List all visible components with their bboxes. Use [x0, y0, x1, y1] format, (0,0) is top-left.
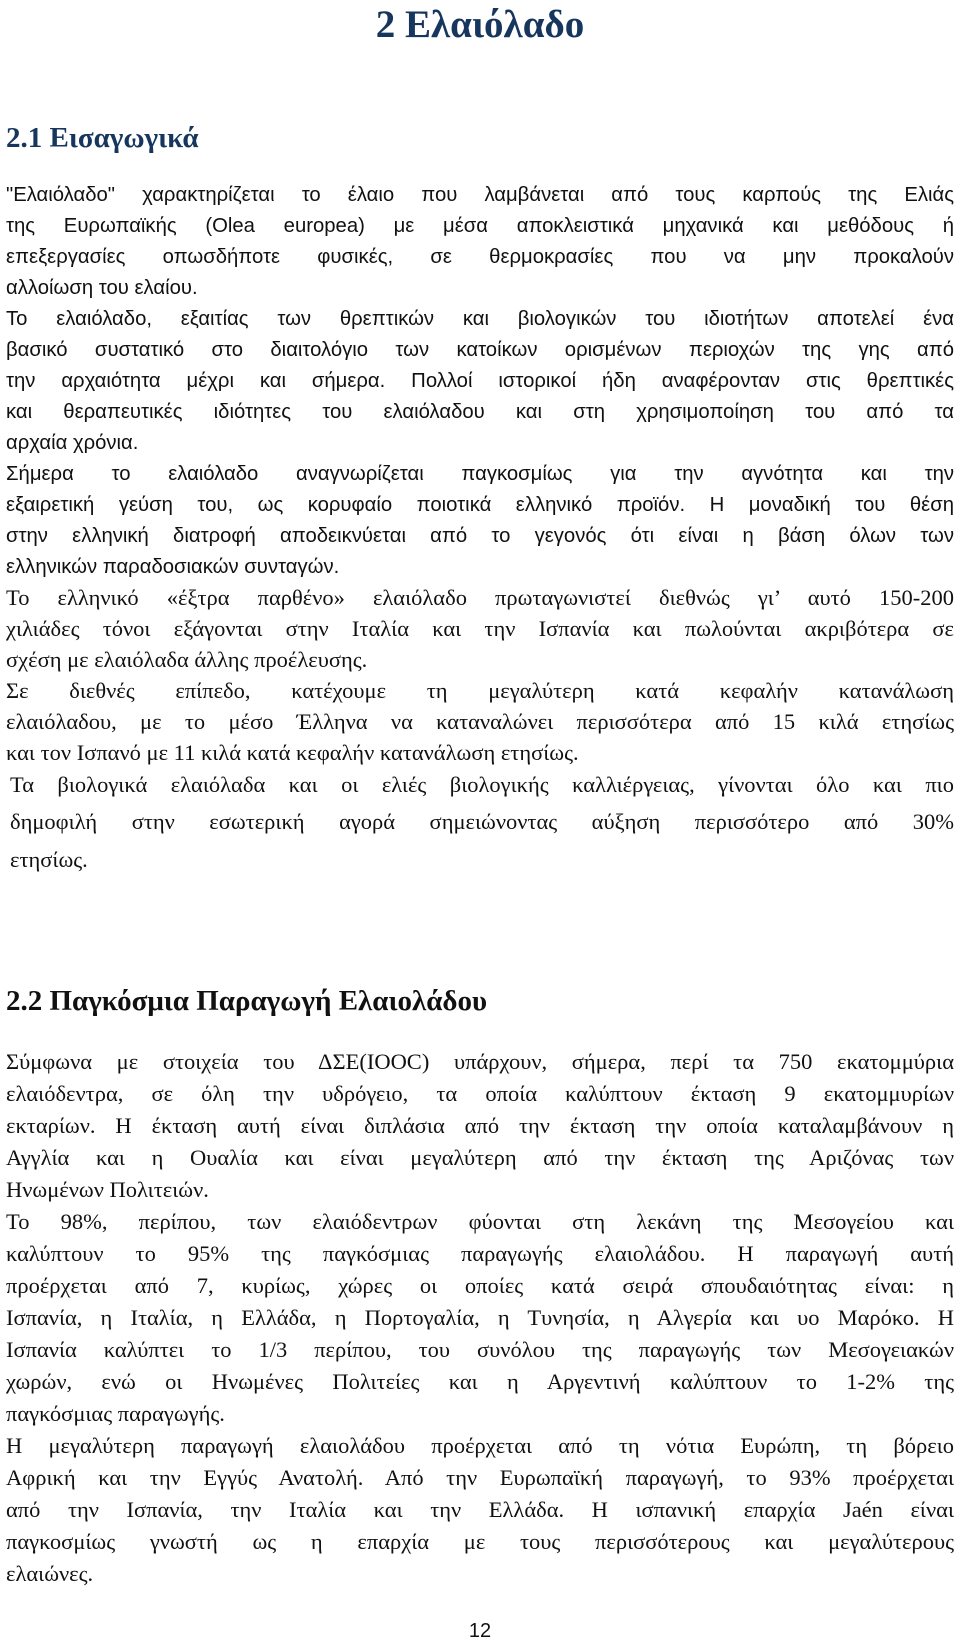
paragraph-line: ετησίως.	[10, 847, 88, 872]
paragraph-line: Σύμφωνα με στοιχεία του ΔΣΕ(ΙΟΟC) υπάρχουν, σήμερα, περί τα 750 εκατομμύρια	[6, 1049, 954, 1074]
section-heading-world-production: 2.2 Παγκόσμια Παραγωγή Ελαιολάδου	[6, 985, 488, 1017]
paragraph-line: "Ελαιόλαδο" χαρακτηρίζεται το έλαιο που λαμβάνεται από τους καρπούς της Ελιάς	[6, 184, 954, 206]
paragraph-line: Αφρική και την Εγγύς Ανατολή. Από την Ευρωπαϊκή παραγωγή, το 93% προέρχεται	[6, 1465, 954, 1490]
paragraph-line: ελαιόλαδου, με το μέσο Έλληνα να καταναλώνει περισσότερα από 15 κιλά ετησίως	[6, 709, 954, 734]
paragraph-line: Ηνωμένων Πολιτειών.	[6, 1177, 209, 1202]
paragraph-line: Η μεγαλύτερη παραγωγή ελαιολάδου προέρχεται από τη νότια Ευρώπη, τη βόρειο	[6, 1433, 954, 1458]
section-heading-introduction: 2.1 Εισαγωγικά	[6, 122, 199, 154]
paragraph-line: ελαιόδεντρα, σε όλη την υδρόγειο, τα οποία καλύπτουν έκταση 9 εκατομμυρίων	[6, 1081, 954, 1106]
paragraph-line: παγκόσμιας παραγωγής.	[6, 1401, 225, 1426]
paragraph-line: Τα βιολογικά ελαιόλαδα και οι ελιές βιολογικής καλλιέργειας, γίνονται όλο και πιο	[10, 772, 954, 797]
paragraph-line: Σήμερα το ελαιόλαδο αναγνωρίζεται παγκοσμίως για την αγνότητα και την	[6, 463, 954, 485]
paragraph-line: Ισπανία, η Ιταλία, η Ελλάδα, η Πορτογαλία, η Τυνησία, η Αλγερία και υο Μαρόκο. Η	[6, 1305, 954, 1330]
paragraph-line: καλύπτουν το 95% της παγκόσμιας παραγωγής ελαιολάδου. Η παραγωγή αυτή	[6, 1241, 954, 1266]
paragraph-line: δημοφιλή στην εσωτερική αγορά σημειώνοντας αύξηση περισσότερο από 30%	[10, 809, 954, 834]
paragraph-line: επεξεργασίες οπωσδήποτε φυσικές, σε θερμοκρασίες που να μην προκαλούν	[6, 246, 954, 268]
paragraph-line: και τον Ισπανό με 11 κιλά κατά κεφαλήν κατανάλωση ετησίως.	[6, 740, 579, 765]
paragraph-line: προέρχεται από 7, κυρίως, χώρες οι οποίες κατά σειρά σπουδαιότητας είναι: η	[6, 1273, 954, 1298]
paragraph-line: την αρχαιότητα μέχρι και σήμερα. Πολλοί ιστορικοί ήδη αναφέρονταν στις θρεπτικές	[6, 370, 954, 392]
paragraph-line: της Ευρωπαϊκής (Olea europea) με μέσα αποκλειστικά μηχανικά και μεθόδους ή	[6, 215, 954, 237]
paragraph-line: Το ελληνικό «έξτρα παρθένο» ελαιόλαδο πρωταγωνιστεί διεθνώς γι’ αυτό 150-200	[6, 585, 954, 610]
paragraph-line: παγκοσμίως γνωστή ως η επαρχία με τους περισσότερους και μεγαλύτερους	[6, 1529, 954, 1554]
paragraph-line: χωρών, ενώ οι Ηνωμένες Πολιτείες και η Αργεντινή καλύπτουν το 1-2% της	[6, 1369, 954, 1394]
paragraph-line: Το 98%, περίπου, των ελαιόδεντρων φύονται στη λεκάνη της Μεσογείου και	[6, 1209, 954, 1234]
paragraph-line: ελληνικών παραδοσιακών συνταγών.	[6, 556, 340, 578]
paragraph-line: από την Ισπανία, την Ιταλία και την Ελλάδα. Η ισπανική επαρχία Jaén είναι	[6, 1497, 954, 1522]
chapter-title: 2 Ελαιόλαδο	[375, 3, 585, 46]
paragraph-line: Σε διεθνές επίπεδο, κατέχουμε τη μεγαλύτερη κατά κεφαλήν κατανάλωση	[6, 678, 954, 703]
paragraph-line: βασικό συστατικό στο διαιτολόγιο των κατοίκων ορισμένων περιοχών της γης από	[6, 339, 954, 361]
paragraph-line: αλλοίωση του ελαίου.	[6, 277, 198, 299]
paragraph-line: εκταρίων. Η έκταση αυτή είναι διπλάσια από την έκταση την οποία καταλαμβάνουν η	[6, 1113, 954, 1138]
paragraph-line: αρχαία χρόνια.	[6, 432, 139, 454]
paragraph-line: Το ελαιόλαδο, εξαιτίας των θρεπτικών και βιολογικών του ιδιοτήτων αποτελεί ένα	[6, 308, 954, 330]
paragraph-line: εξαιρετική γεύση του, ως κορυφαίο ποιοτικά ελληνικό προϊόν. Η μοναδική του θέση	[6, 494, 954, 516]
paragraph-line: στην ελληνική διατροφή αποδεικνύεται από το γεγονός ότι είναι η βάση όλων των	[6, 525, 954, 547]
paragraph-line: χιλιάδες τόνοι εξάγονται στην Ιταλία και την Ισπανία και πωλούνται ακριβότερα σε	[6, 616, 954, 641]
paragraph-line: Αγγλία και η Ουαλία και είναι μεγαλύτερη από την έκταση της Αριζόνας των	[6, 1145, 954, 1170]
paragraph-line: σχέση με ελαιόλαδα άλλης προέλευσης.	[6, 647, 368, 672]
paragraph-line: ελαιώνες.	[6, 1561, 94, 1586]
paragraph-line: Ισπανία καλύπτει το 1/3 περίπου, του συνόλου της παραγωγής των Μεσογειακών	[6, 1337, 954, 1362]
paragraph-line: και θεραπευτικές ιδιότητες του ελαιόλαδου και στη χρησιμοποίηση του από τα	[6, 401, 954, 423]
page-number: 12	[468, 1620, 492, 1642]
